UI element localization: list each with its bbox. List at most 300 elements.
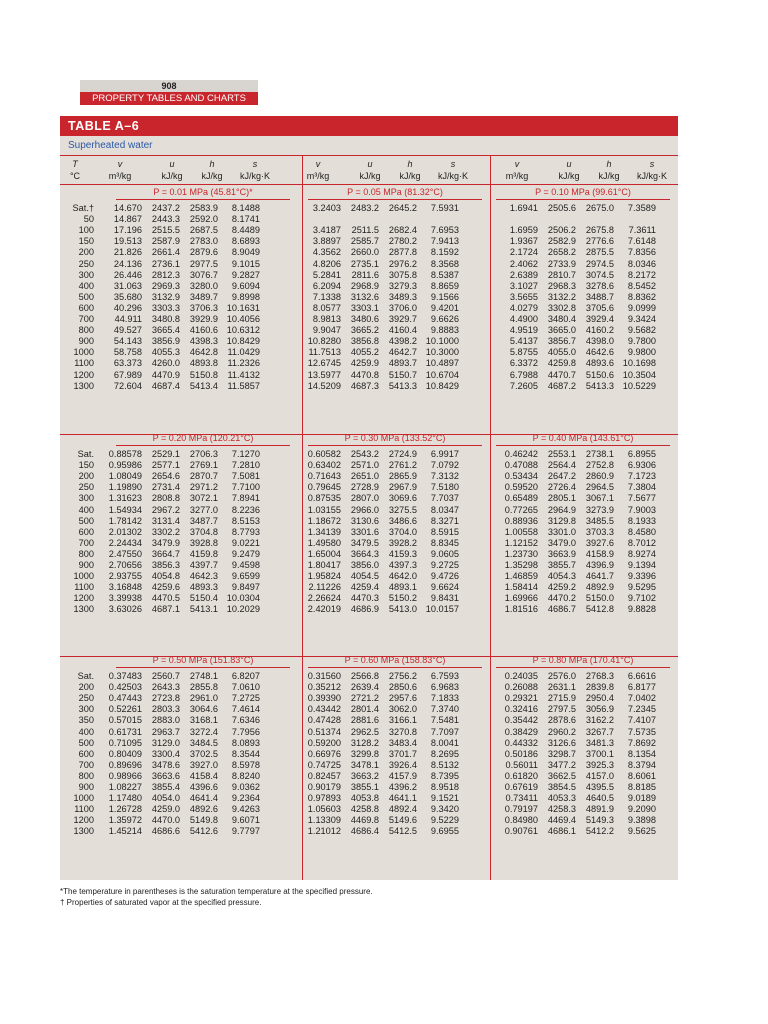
u-cell: 3856.3 xyxy=(151,560,180,570)
h-cell: 3925.3 xyxy=(585,759,614,770)
u-cell: 2811.6 xyxy=(351,269,379,280)
u-cell: 2631.1 xyxy=(547,682,576,693)
s-cell: 9.6626 xyxy=(430,314,459,324)
u-cell: 4260.0 xyxy=(151,358,180,369)
v-cell: 54.143 xyxy=(113,336,142,347)
v-cell: 8.0577 xyxy=(312,302,341,313)
v-cell: 0.66976 xyxy=(307,748,341,759)
s-cell: 7.1833 xyxy=(430,693,459,704)
h-cell: 2957.6 xyxy=(388,693,417,704)
table-row xyxy=(60,693,678,704)
v-cell: 12.6745 xyxy=(307,358,341,369)
h-cell: 3702.5 xyxy=(189,748,218,759)
col-header-symbol: s xyxy=(252,159,258,169)
v-cell: 1.17480 xyxy=(108,793,142,804)
col-header-symbol: h xyxy=(606,159,612,169)
s-cell: 9.5295 xyxy=(627,582,656,593)
v-cell: 0.79645 xyxy=(307,482,341,493)
s-cell: 8.6893 xyxy=(231,236,260,247)
u-cell: 3480.6 xyxy=(350,314,379,324)
s-cell: 9.8497 xyxy=(231,582,260,593)
s-cell: 6.8177 xyxy=(627,682,656,693)
s-cell: 10.8429 xyxy=(226,336,260,347)
v-cell: 3.63026 xyxy=(108,604,142,615)
h-cell: 2675.8 xyxy=(585,225,614,236)
v-cell: 1.08049 xyxy=(108,471,142,482)
temperature-cell: Sat. xyxy=(77,449,94,459)
h-cell: 2977.5 xyxy=(189,258,218,269)
h-cell: 4893.3 xyxy=(189,582,218,593)
h-cell: 3270.8 xyxy=(388,726,417,737)
s-cell: 8.8659 xyxy=(430,280,459,291)
h-cell: 2870.7 xyxy=(189,471,218,482)
h-cell: 4398.2 xyxy=(388,336,417,347)
h-cell: 2592.0 xyxy=(189,214,218,225)
pressure-rule xyxy=(116,199,290,200)
u-cell: 3664.7 xyxy=(151,548,180,559)
table-row xyxy=(60,303,678,314)
s-cell: 10.1698 xyxy=(622,358,656,369)
v-cell: 72.604 xyxy=(113,380,142,391)
col-header-unit: m³/kg xyxy=(505,171,529,181)
v-cell: 10.8280 xyxy=(307,336,341,347)
u-cell: 4259.6 xyxy=(151,582,180,593)
s-cell: 9.3420 xyxy=(430,804,459,815)
v-cell: 1.34139 xyxy=(307,526,341,537)
v-cell: 0.31560 xyxy=(307,671,341,681)
u-cell: 4686.7 xyxy=(547,604,576,615)
temperature-cell: 1300 xyxy=(73,380,94,391)
v-cell: 1.65004 xyxy=(307,548,341,559)
temperature-cell: 300 xyxy=(78,704,94,715)
pressure-header: P = 0.01 MPa (45.81°C)* xyxy=(153,187,253,197)
s-cell: 9.4263 xyxy=(231,804,260,815)
u-cell: 2726.4 xyxy=(547,482,576,493)
v-cell: 2.4062 xyxy=(509,258,538,269)
h-cell: 2850.6 xyxy=(388,682,417,693)
col-header xyxy=(491,158,543,182)
u-cell: 3302.8 xyxy=(547,302,576,313)
s-cell: 8.1488 xyxy=(231,203,260,213)
u-cell: 4469.4 xyxy=(547,815,576,826)
v-cell: 1.08227 xyxy=(108,782,142,792)
s-cell: 10.0157 xyxy=(425,604,459,615)
s-cell: 9.6094 xyxy=(231,280,260,291)
v-cell: 0.47088 xyxy=(504,460,538,471)
s-cell: 6.9917 xyxy=(430,449,459,459)
v-cell: 2.01302 xyxy=(108,526,142,537)
u-cell: 2807.0 xyxy=(350,493,379,504)
u-cell: 3480.8 xyxy=(151,314,180,324)
table-row xyxy=(60,482,678,493)
s-cell: 7.0402 xyxy=(627,693,656,704)
h-cell: 2738.1 xyxy=(585,449,614,459)
h-cell: 3485.5 xyxy=(585,515,614,526)
u-cell: 3663.9 xyxy=(547,548,576,559)
h-cell: 4159.8 xyxy=(189,548,218,559)
v-cell: 0.61731 xyxy=(108,726,142,737)
u-cell: 2808.8 xyxy=(151,493,180,504)
temperature-cell: 200 xyxy=(78,682,94,693)
s-cell: 9.8828 xyxy=(627,604,656,615)
u-cell: 4686.1 xyxy=(547,826,576,837)
s-cell: 9.0362 xyxy=(231,782,260,792)
u-cell: 4054.8 xyxy=(151,571,180,582)
temperature-cell: 250 xyxy=(78,482,94,493)
h-cell: 4160.2 xyxy=(585,325,614,336)
table-row xyxy=(60,549,678,560)
u-cell: 2805.1 xyxy=(547,493,576,504)
u-cell: 4054.5 xyxy=(350,571,379,582)
u-cell: 2647.2 xyxy=(547,471,576,482)
v-cell: 0.74725 xyxy=(307,759,341,770)
table-row xyxy=(60,325,678,336)
v-cell: 0.98966 xyxy=(108,770,142,781)
s-cell: 8.4489 xyxy=(231,225,260,236)
v-cell: 2.24434 xyxy=(108,537,142,548)
table-row xyxy=(60,449,678,460)
h-cell: 2776.6 xyxy=(585,236,614,247)
h-cell: 2769.1 xyxy=(189,460,218,471)
v-cell: 7.1338 xyxy=(312,291,341,302)
s-cell: 7.5735 xyxy=(627,726,656,737)
h-cell: 4892.9 xyxy=(585,582,614,593)
h-cell: 3272.4 xyxy=(189,726,218,737)
h-cell: 4641.7 xyxy=(585,571,614,582)
s-cell: 8.0346 xyxy=(627,258,656,269)
s-cell: 8.0347 xyxy=(430,504,459,515)
u-cell: 2639.4 xyxy=(350,682,379,693)
u-cell: 2803.3 xyxy=(151,704,180,715)
v-cell: 1.69966 xyxy=(504,593,538,604)
pressure-rule xyxy=(496,445,670,446)
u-cell: 4470.7 xyxy=(547,369,576,380)
col-header-unit: m³/kg xyxy=(108,171,132,181)
v-cell: 0.52261 xyxy=(108,704,142,715)
table-row xyxy=(60,214,678,225)
s-cell: 7.2725 xyxy=(231,693,260,704)
u-cell: 4055.0 xyxy=(547,347,576,358)
temperature-cell: 900 xyxy=(78,336,94,347)
s-cell: 8.2236 xyxy=(231,504,260,515)
v-cell: 17.196 xyxy=(113,225,142,236)
s-cell: 8.3271 xyxy=(430,515,459,526)
v-cell: 1.54934 xyxy=(108,504,142,515)
pressure-header: P = 0.20 MPa (120.21°C) xyxy=(152,433,254,443)
s-cell: 9.2827 xyxy=(231,269,260,280)
h-cell: 4642.7 xyxy=(388,347,417,358)
h-cell: 3488.7 xyxy=(585,291,614,302)
temperature-cell: 1000 xyxy=(73,571,94,582)
col-header-T xyxy=(62,158,88,182)
table-row xyxy=(60,259,678,270)
table-subtitle: Superheated water xyxy=(68,140,153,151)
h-cell: 3701.7 xyxy=(388,748,417,759)
table-row xyxy=(60,471,678,482)
col-header xyxy=(427,158,479,182)
pressure-header: P = 0.30 MPa (133.52°C) xyxy=(344,433,446,443)
s-cell: 9.4201 xyxy=(430,302,459,313)
s-cell: 6.9683 xyxy=(430,682,459,693)
s-cell: 9.6071 xyxy=(231,815,260,826)
u-cell: 2967.2 xyxy=(151,504,180,515)
pressure-rule xyxy=(496,667,670,668)
h-cell: 3484.5 xyxy=(189,737,218,748)
s-cell: 10.4056 xyxy=(226,314,260,324)
s-cell: 7.3611 xyxy=(628,225,656,236)
u-cell: 4687.2 xyxy=(547,380,576,391)
section-title: PROPERTY TABLES AND CHARTS xyxy=(80,92,258,105)
col-header-unit: kJ/kg xyxy=(558,171,580,181)
u-cell: 2960.2 xyxy=(547,726,576,737)
v-cell: 0.71095 xyxy=(108,737,142,748)
u-cell: 2964.9 xyxy=(547,504,576,515)
col-header xyxy=(626,158,678,182)
temperature-cell: 1000 xyxy=(73,347,94,358)
u-cell: 4686.6 xyxy=(151,826,180,837)
pressure-rule xyxy=(116,667,290,668)
table-row xyxy=(60,292,678,303)
s-cell: 7.0610 xyxy=(231,682,260,693)
temperature-cell: 1100 xyxy=(74,358,94,369)
u-cell: 2505.6 xyxy=(547,203,576,213)
temperature-cell: 400 xyxy=(78,726,94,737)
col-header-symbol: h xyxy=(209,159,215,169)
u-cell: 3298.7 xyxy=(547,748,576,759)
s-cell: 6.8955 xyxy=(627,449,656,459)
h-cell: 2724.9 xyxy=(388,449,417,459)
s-cell: 11.5857 xyxy=(227,380,260,391)
h-cell: 2687.5 xyxy=(189,225,218,236)
temperature-cell: 1200 xyxy=(73,593,94,604)
v-cell: 0.39390 xyxy=(307,693,341,704)
u-cell: 2966.0 xyxy=(350,504,379,515)
s-cell: 7.5081 xyxy=(231,471,260,482)
h-cell: 2860.9 xyxy=(585,471,614,482)
temperature-cell: 800 xyxy=(78,325,94,336)
u-cell: 3664.3 xyxy=(350,548,379,559)
s-cell: 7.7100 xyxy=(231,482,260,493)
temperature-cell: 300 xyxy=(78,493,94,504)
v-cell: 0.50186 xyxy=(504,748,538,759)
table-row xyxy=(60,281,678,292)
u-cell: 3303.3 xyxy=(151,302,180,313)
temperature-cell: 1300 xyxy=(73,826,94,837)
h-cell: 4158.4 xyxy=(189,770,218,781)
temperature-cell: 800 xyxy=(78,548,94,559)
v-cell: 1.46859 xyxy=(504,571,538,582)
u-cell: 3302.2 xyxy=(151,526,180,537)
v-cell: 1.80417 xyxy=(307,560,341,570)
s-cell: 6.6616 xyxy=(627,671,656,681)
u-cell: 3300.4 xyxy=(151,748,180,759)
table-row xyxy=(60,815,678,826)
h-cell: 4640.5 xyxy=(585,793,614,804)
h-cell: 4893.6 xyxy=(585,358,614,369)
s-cell: 9.5229 xyxy=(430,815,459,826)
u-cell: 3856.7 xyxy=(547,336,576,347)
u-cell: 2571.0 xyxy=(350,460,379,471)
col-header-unit: kJ/kg xyxy=(598,171,620,181)
u-cell: 2962.5 xyxy=(350,726,379,737)
s-cell: 7.7956 xyxy=(231,726,260,737)
u-cell: 2506.2 xyxy=(547,225,576,236)
u-cell: 2553.1 xyxy=(547,449,576,459)
u-cell: 3855.4 xyxy=(151,782,180,792)
table-row xyxy=(60,493,678,504)
v-cell: 0.35212 xyxy=(307,682,341,693)
v-cell: 0.44332 xyxy=(504,737,538,748)
h-cell: 4158.9 xyxy=(585,548,614,559)
v-cell: 7.2605 xyxy=(509,380,538,391)
v-cell: 0.35442 xyxy=(504,715,538,726)
table-row xyxy=(60,270,678,281)
s-cell: 9.2090 xyxy=(627,804,656,815)
u-cell: 3854.5 xyxy=(547,782,576,792)
h-cell: 5150.7 xyxy=(388,369,417,380)
h-cell: 3277.0 xyxy=(189,504,218,515)
s-cell: 6.9306 xyxy=(627,460,656,471)
h-cell: 2768.3 xyxy=(585,671,614,681)
temperature-cell: 150 xyxy=(78,460,94,471)
v-cell: 0.47443 xyxy=(108,693,142,704)
h-cell: 2682.4 xyxy=(388,225,417,236)
table-row xyxy=(60,593,678,604)
u-cell: 3478.1 xyxy=(350,759,379,770)
u-cell: 3126.6 xyxy=(547,737,576,748)
table-row xyxy=(60,671,678,682)
h-cell: 3072.1 xyxy=(189,493,218,504)
pressure-rule xyxy=(116,445,290,446)
s-cell: 7.4107 xyxy=(627,715,656,726)
h-cell: 5150.0 xyxy=(585,593,614,604)
u-cell: 3299.8 xyxy=(350,748,379,759)
temperature-cell: 100 xyxy=(78,225,94,236)
h-cell: 4398.3 xyxy=(189,336,218,347)
pressure-rule xyxy=(308,667,482,668)
col-header-unit: kJ/kg xyxy=(201,171,223,181)
h-cell: 2752.8 xyxy=(585,460,614,471)
u-cell: 2511.5 xyxy=(351,225,379,236)
h-cell: 3700.1 xyxy=(585,748,614,759)
v-cell: 0.71643 xyxy=(307,471,341,482)
table-row xyxy=(60,715,678,726)
v-cell: 0.90179 xyxy=(307,782,341,792)
h-cell: 3273.9 xyxy=(585,504,614,515)
u-cell: 4259.4 xyxy=(350,582,379,593)
s-cell: 7.1723 xyxy=(627,471,656,482)
h-cell: 5150.6 xyxy=(585,369,614,380)
table-row xyxy=(60,804,678,815)
pressure-header: P = 0.50 MPa (151.83°C) xyxy=(152,655,254,665)
table-row xyxy=(60,225,678,236)
h-cell: 4642.8 xyxy=(189,347,218,358)
s-cell: 9.2725 xyxy=(430,560,459,570)
s-cell: 7.2810 xyxy=(231,460,260,471)
pressure-rule xyxy=(308,445,482,446)
col-header-unit: kJ/kg xyxy=(161,171,183,181)
h-cell: 3074.5 xyxy=(585,269,614,280)
h-cell: 4395.5 xyxy=(585,782,614,792)
u-cell: 4055.3 xyxy=(151,347,180,358)
h-cell: 3278.6 xyxy=(585,280,614,291)
footnote-saturation: *The temperature in parentheses is the saturation temperature at the specified pressure. xyxy=(60,887,373,896)
h-cell: 3489.7 xyxy=(189,291,218,302)
table-row xyxy=(60,236,678,247)
v-cell: 6.2094 xyxy=(312,280,341,291)
v-cell: 1.18672 xyxy=(307,515,341,526)
s-cell: 8.5978 xyxy=(231,759,260,770)
u-cell: 3855.7 xyxy=(547,560,576,570)
s-cell: 8.7793 xyxy=(231,526,260,537)
u-cell: 3663.2 xyxy=(350,770,379,781)
h-cell: 4397.7 xyxy=(189,560,218,570)
v-cell: 0.61820 xyxy=(504,770,538,781)
u-cell: 2566.8 xyxy=(350,671,379,681)
s-cell: 8.6061 xyxy=(627,770,656,781)
temperature-cell: 1200 xyxy=(73,815,94,826)
table-row xyxy=(60,538,678,549)
h-cell: 5413.1 xyxy=(189,604,218,615)
v-cell: 2.70656 xyxy=(108,560,142,570)
u-cell: 2654.6 xyxy=(151,471,180,482)
u-cell: 2585.7 xyxy=(350,236,379,247)
s-cell: 8.1933 xyxy=(627,515,656,526)
v-cell: 0.57015 xyxy=(108,715,142,726)
col-header-symbol: s xyxy=(649,159,655,169)
col-header-unit: kJ/kg xyxy=(399,171,421,181)
s-cell: 8.3544 xyxy=(231,748,260,759)
v-cell: 40.296 xyxy=(113,302,142,313)
v-cell: 9.9047 xyxy=(312,325,341,336)
h-cell: 3487.7 xyxy=(189,515,218,526)
s-cell: 10.3000 xyxy=(425,347,459,358)
temperature-cell: 400 xyxy=(78,504,94,515)
table-row xyxy=(60,314,678,325)
h-cell: 5149.8 xyxy=(189,815,218,826)
h-cell: 4642.0 xyxy=(388,571,417,582)
h-cell: 2971.2 xyxy=(189,482,218,493)
temperature-cell: 250 xyxy=(78,258,94,269)
v-cell: 1.45214 xyxy=(108,826,142,837)
v-cell: 1.19890 xyxy=(108,482,142,493)
v-cell: 0.59200 xyxy=(307,737,341,748)
v-cell: 3.5655 xyxy=(509,291,538,302)
v-cell: 0.90761 xyxy=(504,826,538,837)
s-cell: 7.8941 xyxy=(231,493,260,504)
u-cell: 2515.5 xyxy=(151,225,180,236)
s-cell: 10.0304 xyxy=(226,593,260,604)
u-cell: 2582.9 xyxy=(547,236,576,247)
s-cell: 9.0999 xyxy=(627,302,656,313)
v-cell: 0.65489 xyxy=(504,493,538,504)
u-cell: 2529.1 xyxy=(151,449,180,459)
s-cell: 9.9800 xyxy=(627,347,656,358)
u-cell: 2658.2 xyxy=(547,247,576,258)
u-cell: 4687.3 xyxy=(350,380,379,391)
v-cell: 0.24035 xyxy=(504,671,538,681)
pressure-header: P = 0.60 MPa (158.83°C) xyxy=(344,655,446,665)
u-cell: 3128.2 xyxy=(350,737,379,748)
temperature-cell: 900 xyxy=(78,560,94,570)
table-row xyxy=(60,682,678,693)
u-cell: 4470.9 xyxy=(151,369,180,380)
s-cell: 9.3424 xyxy=(627,314,656,324)
s-cell: 9.2364 xyxy=(231,793,260,804)
u-cell: 3479.0 xyxy=(547,537,576,548)
v-cell: 1.9367 xyxy=(509,236,538,247)
v-cell: 4.9519 xyxy=(509,325,538,336)
